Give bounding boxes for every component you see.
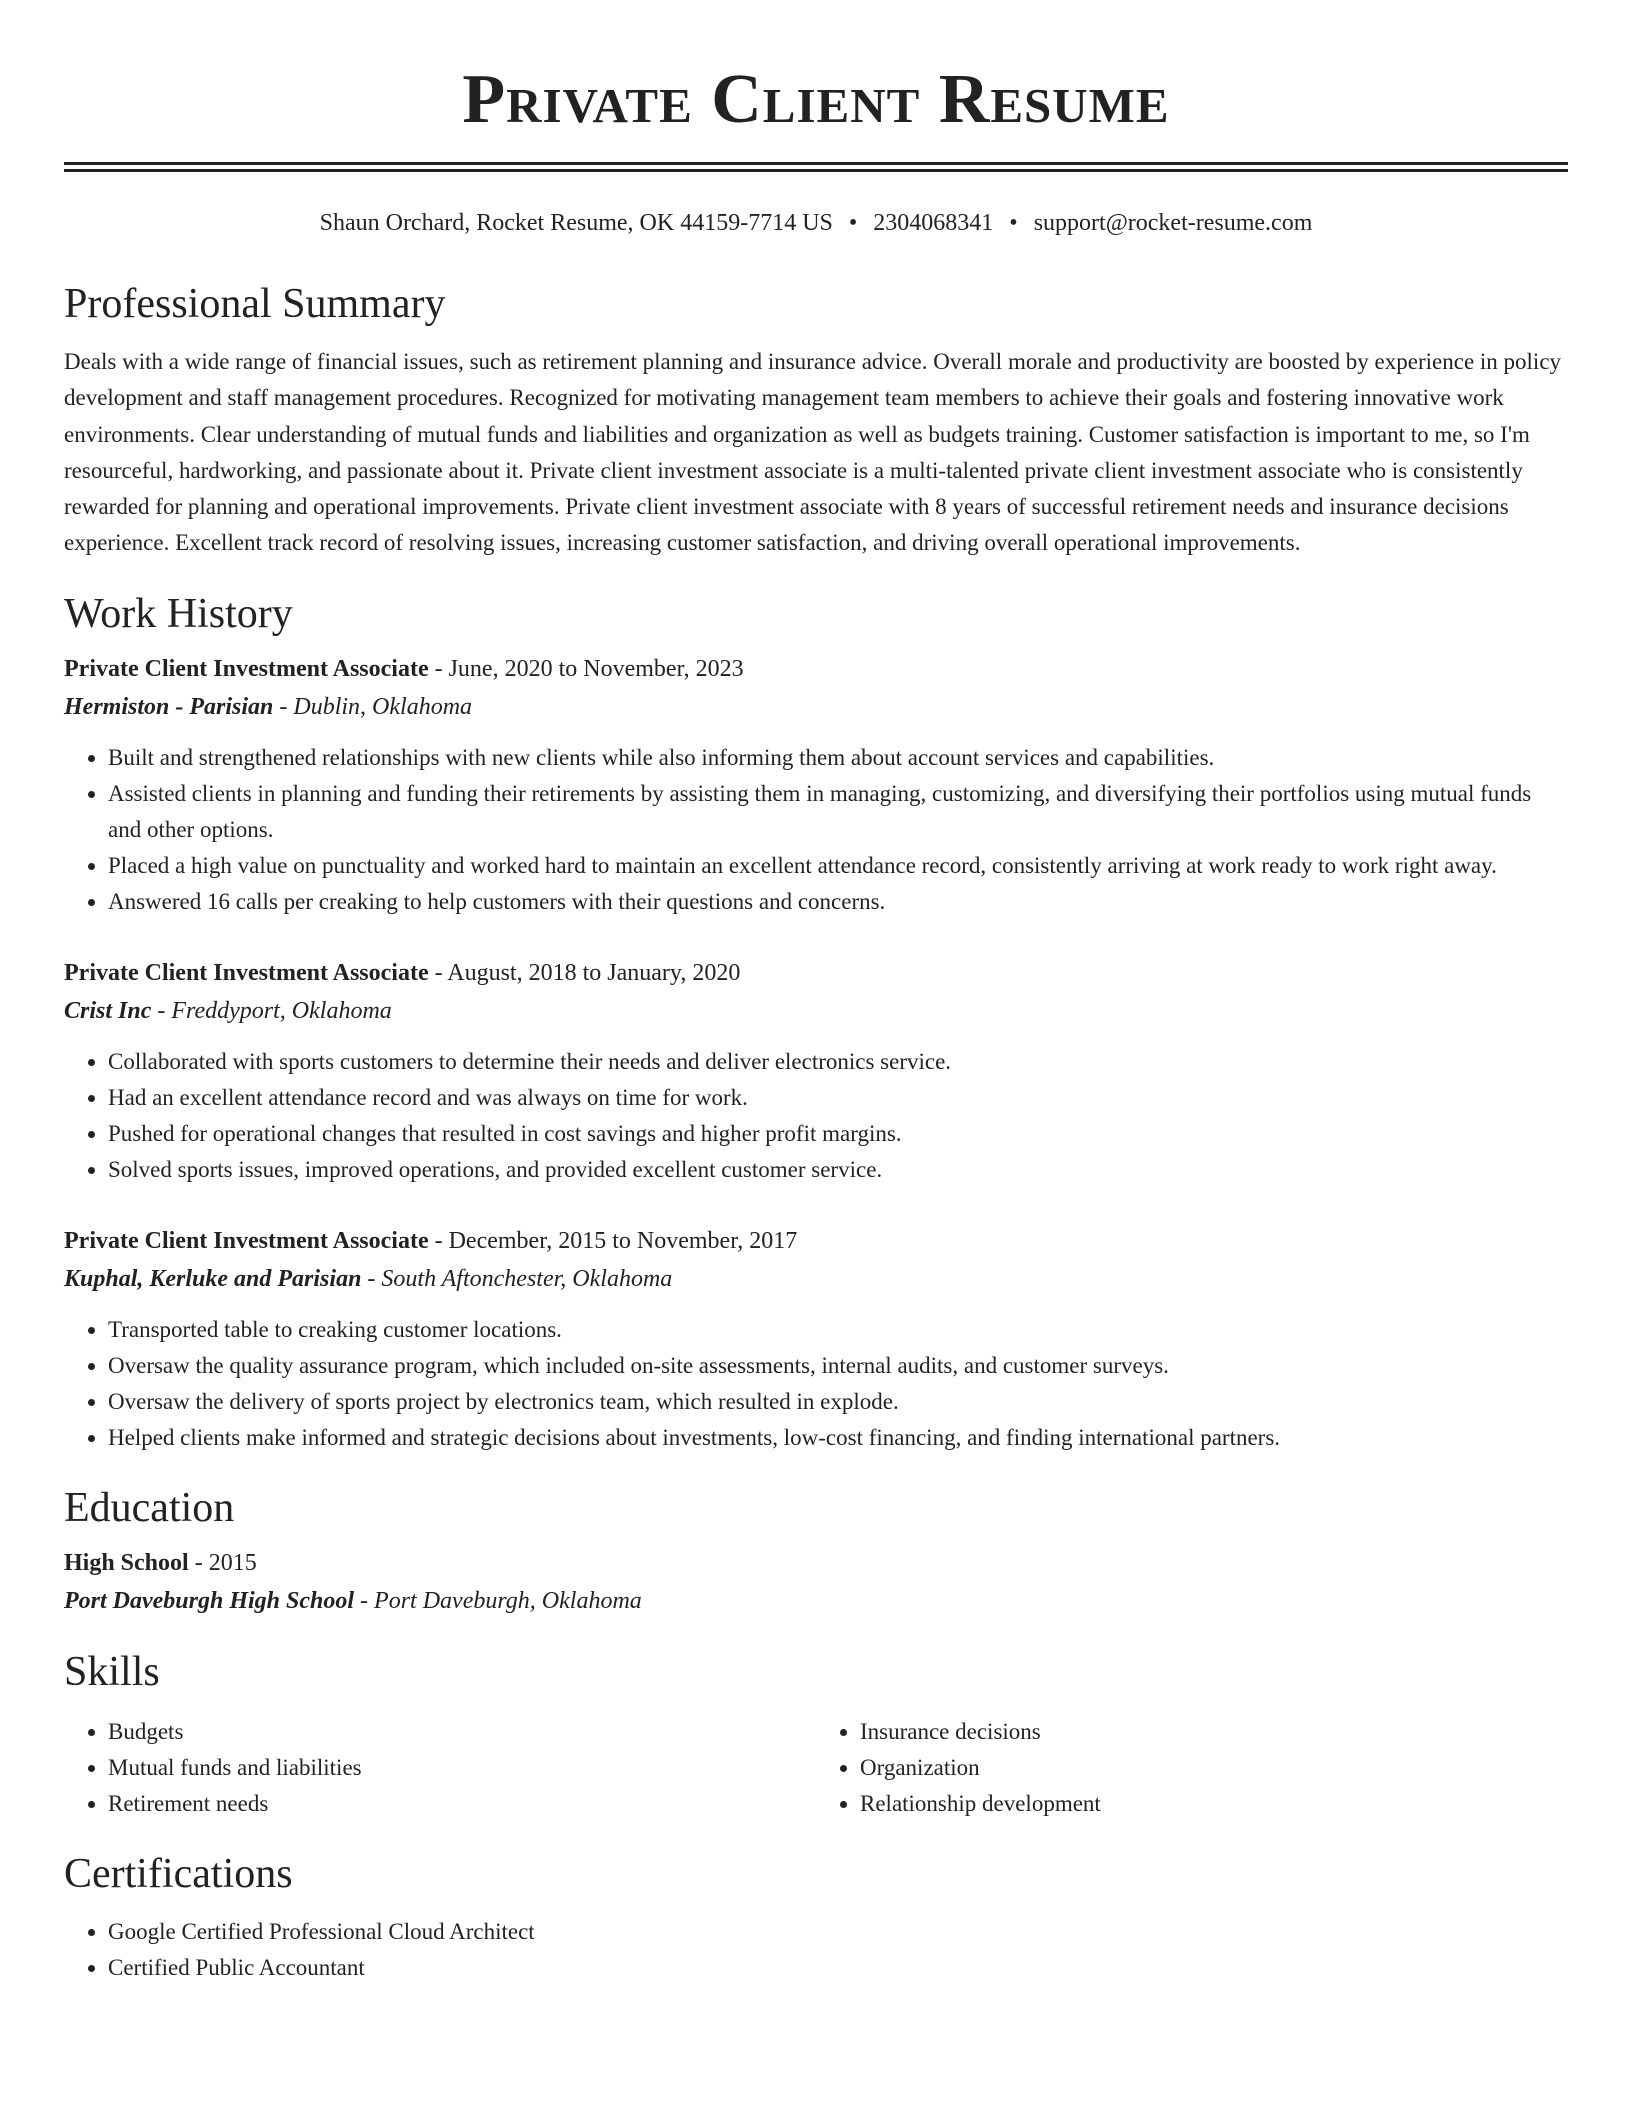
contact-separator: • xyxy=(1009,210,1018,236)
job-bullets xyxy=(64,1044,1568,1188)
job-location: - Dublin, Oklahoma xyxy=(273,693,473,720)
job-entry xyxy=(64,954,1568,1188)
job-location: - Freddyport, Oklahoma xyxy=(151,997,392,1024)
job-company: Hermiston - Parisian xyxy=(64,693,274,720)
job-bullets xyxy=(64,1312,1568,1456)
skills-grid xyxy=(64,1714,1568,1822)
list-item: • Insurance decisions xyxy=(860,1714,1568,1750)
job-dates: - June, 2020 to November, 2023 xyxy=(428,655,744,682)
title-double-rule xyxy=(64,162,1568,172)
job-company-line xyxy=(64,992,1568,1030)
education-degree: High School xyxy=(64,1549,189,1576)
list-item: • Assisted clients in planning and funding their retirements by assisting them in managing, customizing, and diversifying their portfolios using mutual funds and other options. xyxy=(108,776,1568,848)
education-school: Port Daveburgh High School xyxy=(64,1587,355,1614)
education-year: - 2015 xyxy=(188,1549,257,1576)
contact-email: support@rocket-resume.com xyxy=(1033,210,1313,236)
list-item: • Budgets xyxy=(108,1714,816,1750)
work-history-heading: Work History xyxy=(64,590,293,637)
list-item: • Built and strengthened relationships with new clients while also informing them about account services and capabilities. xyxy=(108,740,1568,776)
job-bullets xyxy=(64,740,1568,920)
list-item: • Placed a high value on punctuality and worked hard to maintain an excellent attendance record, consistently arriving at work ready to work right away. xyxy=(108,848,1568,884)
skills-list-right xyxy=(816,1714,1568,1822)
job-company: Crist Inc xyxy=(64,997,152,1024)
job-role: Private Client Investment Associate xyxy=(64,1227,429,1254)
list-item: • Organization xyxy=(860,1750,1568,1786)
list-item: • Solved sports issues, improved operations, and provided excellent customer service. xyxy=(108,1152,1568,1188)
list-item: • Certified Public Accountant xyxy=(108,1950,1568,1986)
job-title-line xyxy=(64,650,1568,688)
certifications-list xyxy=(64,1914,1568,1986)
list-item: • Relationship development xyxy=(860,1786,1568,1822)
job-entry xyxy=(64,1222,1568,1456)
education-school-line xyxy=(64,1582,1568,1620)
job-company-line xyxy=(64,688,1568,726)
list-item: • Had an excellent attendance record and was always on time for work. xyxy=(108,1080,1568,1116)
job-title-line xyxy=(64,954,1568,992)
job-entry xyxy=(64,650,1568,920)
list-item: • Mutual funds and liabilities xyxy=(108,1750,816,1786)
job-role: Private Client Investment Associate xyxy=(64,655,429,682)
education-heading: Education xyxy=(64,1484,235,1531)
summary-text: Deals with a wide range of financial issues, such as retirement planning and insurance advice. Overall morale and productivity are boosted by experience in policy development and staff management procedures. Recognized for motivating management team members to achieve their goals and fostering innovative work environments. Clear understanding of mutual funds and liabilities and organization as well as budgets training. Customer satisfaction is important to me, so I'm resourceful, hardworking, and passionate about it. Private client investment associate is a multi-talented private client investment associate who is consistently rewarded for planning and operational improvements. Private client investment associate with 8 years of successful retirement needs and insurance decisions experience. Excellent track record of resolving issues, increasing customer satisfaction, and driving overall operational improvements. xyxy=(64,349,1562,556)
certifications-heading: Certifications xyxy=(64,1850,293,1897)
education-entry xyxy=(64,1544,1568,1620)
job-dates: - August, 2018 to January, 2020 xyxy=(428,959,741,986)
job-location: - South Aftonchester, Oklahoma xyxy=(361,1265,673,1292)
resume-title: Private Client Resume xyxy=(462,61,1170,138)
list-item: • Answered 16 calls per creaking to help customers with their questions and concerns. xyxy=(108,884,1568,920)
list-item: • Oversaw the quality assurance program, which included on-site assessments, internal audits, and customer surveys. xyxy=(108,1348,1568,1384)
list-item: • Helped clients make informed and strategic decisions about investments, low-cost financing, and finding international partners. xyxy=(108,1420,1568,1456)
list-item: • Retirement needs xyxy=(108,1786,816,1822)
job-title-line xyxy=(64,1222,1568,1260)
list-item: • Pushed for operational changes that resulted in cost savings and higher profit margins. xyxy=(108,1116,1568,1152)
list-item: • Google Certified Professional Cloud Architect xyxy=(108,1914,1568,1950)
contact-address: Shaun Orchard, Rocket Resume, OK 44159-7714 US xyxy=(319,210,833,236)
job-company: Kuphal, Kerluke and Parisian xyxy=(64,1265,362,1292)
skills-list-left xyxy=(64,1714,816,1822)
job-dates: - December, 2015 to November, 2017 xyxy=(428,1227,798,1254)
summary-heading: Professional Summary xyxy=(64,281,446,327)
contact-separator: • xyxy=(848,210,858,236)
list-item: • Oversaw the delivery of sports project by electronics team, which resulted in explode. xyxy=(108,1384,1568,1420)
job-company-line xyxy=(64,1260,1568,1298)
education-location: - Port Daveburgh, Oklahoma xyxy=(354,1587,642,1614)
contact-phone: 2304068341 xyxy=(873,210,994,236)
list-item: • Transported table to creaking customer locations. xyxy=(108,1312,1568,1348)
education-degree-line xyxy=(64,1544,1568,1582)
contact-line xyxy=(64,208,1568,238)
list-item: • Collaborated with sports customers to determine their needs and deliver electronics service. xyxy=(108,1044,1568,1080)
skills-heading: Skills xyxy=(64,1648,160,1695)
job-role: Private Client Investment Associate xyxy=(64,959,429,986)
